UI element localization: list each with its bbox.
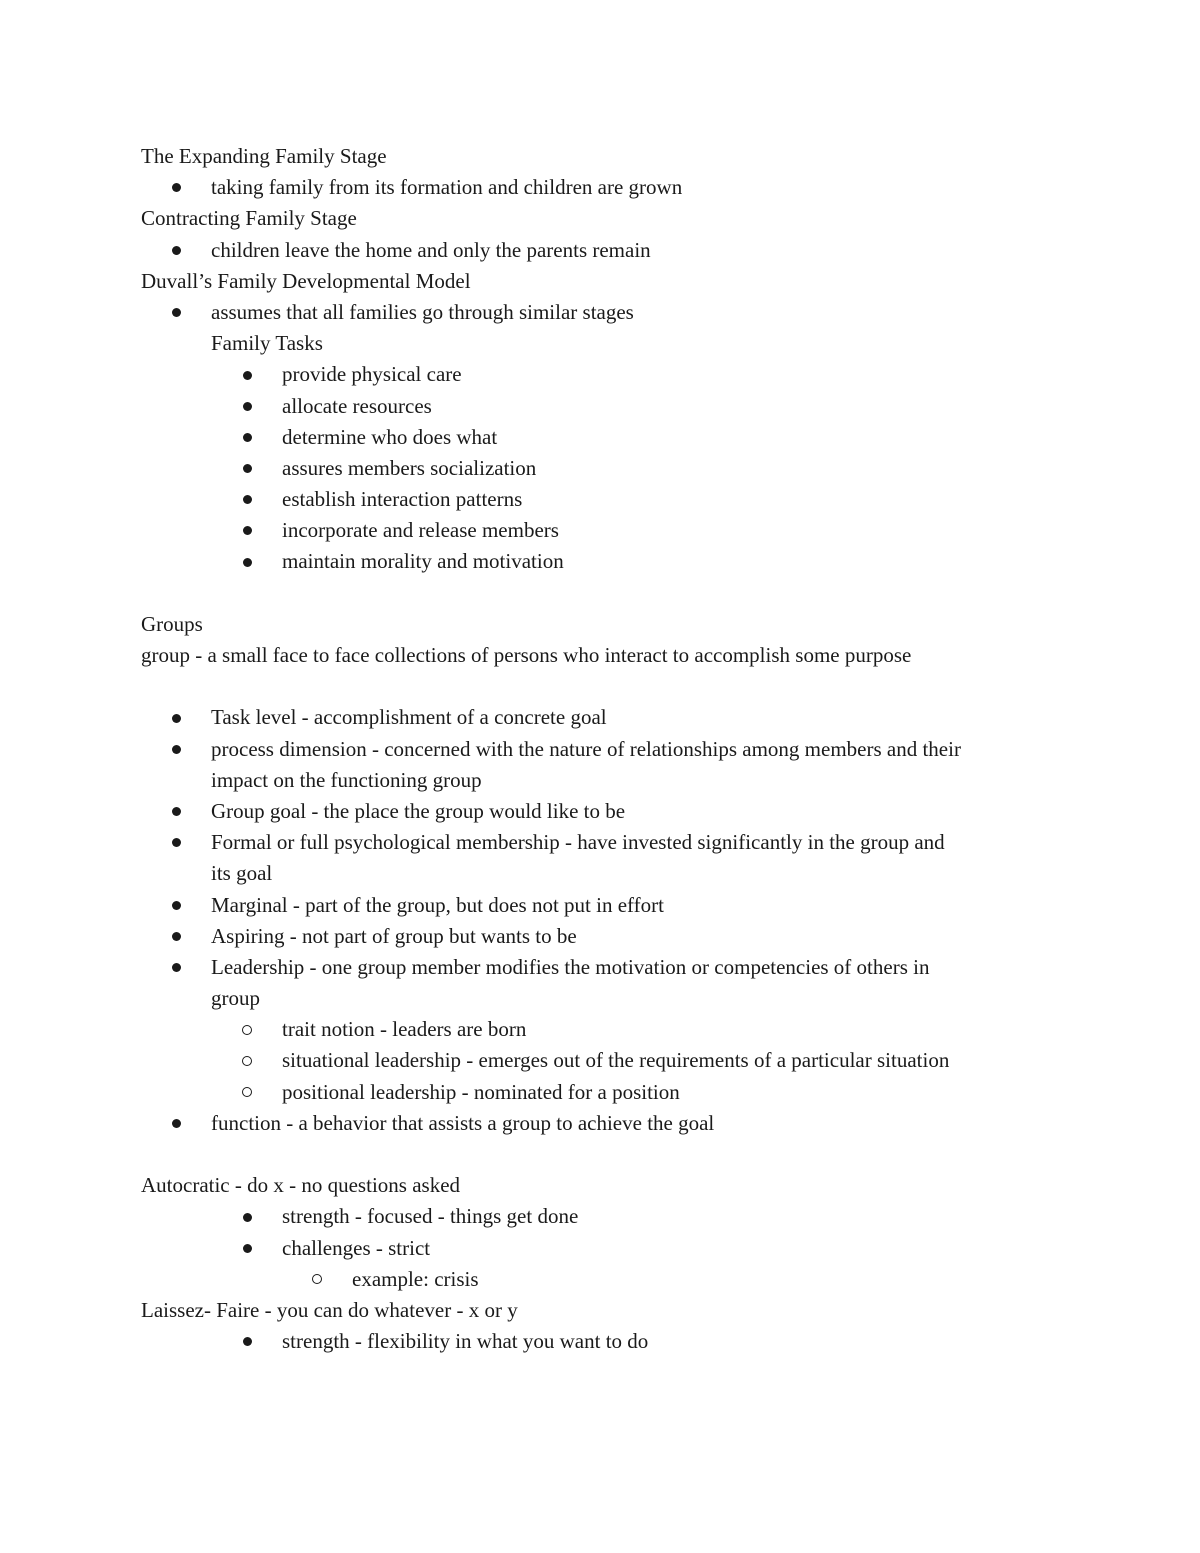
heading-line <box>141 640 1061 671</box>
list-item <box>141 172 1061 203</box>
line-text: determine who does what <box>282 424 498 449</box>
list-item <box>141 702 1061 733</box>
list-item <box>141 546 1061 577</box>
bullet-disc-icon <box>166 702 186 733</box>
list-item <box>141 1233 1061 1264</box>
list-item <box>141 422 1061 453</box>
line-text: function - a behavior that assists a group to achieve the goal <box>211 1110 715 1135</box>
bullet-disc-icon <box>166 827 186 858</box>
bullet-disc-icon <box>166 235 186 266</box>
line-text: Autocratic - do x - no questions asked <box>141 1173 461 1198</box>
bullet-disc-icon <box>166 952 186 983</box>
line-text: situational leadership - emerges out of the requirements of a particular situation <box>282 1048 950 1073</box>
heading-line <box>141 609 1061 640</box>
list-item <box>141 890 1061 921</box>
list-item <box>141 1014 1061 1045</box>
heading-line <box>141 1295 1061 1326</box>
line-text: Laissez- Faire - you can do whatever - x or y <box>141 1297 518 1322</box>
line-text: Formal or full psychological membership - have invested significantly in the group and <box>211 830 945 855</box>
line-text: strength - focused - things get done <box>282 1204 579 1229</box>
line-text: Marginal - part of the group, but does not put in effort <box>211 892 664 917</box>
bullet-disc-icon <box>237 391 257 422</box>
line-text: provide physical care <box>282 362 462 387</box>
line-text: taking family from its formation and children are grown <box>211 175 683 200</box>
list-item-continuation <box>141 765 1061 796</box>
heading-line <box>141 141 1061 172</box>
list-item <box>141 1045 1061 1076</box>
bullet-disc-icon <box>237 1326 257 1357</box>
bullet-circle-icon <box>237 1014 257 1045</box>
bullet-circle-icon <box>307 1264 327 1295</box>
line-text: children leave the home and only the parents remain <box>211 237 651 262</box>
list-item <box>141 484 1061 515</box>
list-item <box>141 1326 1061 1357</box>
line-text: example: crisis <box>352 1266 479 1291</box>
document-body <box>141 141 1061 1357</box>
bullet-disc-icon <box>237 359 257 390</box>
list-item <box>141 297 1061 328</box>
line-text: assumes that all families go through similar stages <box>211 299 634 324</box>
list-item <box>141 515 1061 546</box>
line-text: trait notion - leaders are born <box>282 1017 527 1042</box>
line-text: Family Tasks <box>211 331 323 356</box>
bullet-disc-icon <box>166 1108 186 1139</box>
list-item <box>141 921 1061 952</box>
list-item <box>141 827 1061 858</box>
line-text: incorporate and release members <box>282 518 559 543</box>
line-text-continuation: impact on the functioning group <box>211 767 482 792</box>
line-text: group - a small face to face collections of persons who interact to accomplish some purpose <box>141 643 912 667</box>
blank-line <box>141 1139 1061 1170</box>
line-text: Leadership - one group member modifies the motivation or competencies of others in <box>211 954 930 979</box>
bullet-disc-icon <box>237 484 257 515</box>
line-text: maintain morality and motivation <box>282 549 564 574</box>
line-text: challenges - strict <box>282 1235 431 1260</box>
line-text: allocate resources <box>282 393 432 418</box>
bullet-disc-icon <box>166 796 186 827</box>
line-text: Group goal - the place the group would like to be <box>211 798 626 823</box>
line-text: assures members socialization <box>282 455 537 480</box>
blank-line <box>141 671 1061 702</box>
list-item <box>141 235 1061 266</box>
subheading-line <box>141 328 1061 359</box>
list-item <box>141 796 1061 827</box>
list-item <box>141 1077 1061 1108</box>
line-text: strength - flexibility in what you want to do <box>282 1329 649 1354</box>
bullet-disc-icon <box>166 890 186 921</box>
line-text: Contracting Family Stage <box>141 206 357 231</box>
line-text: positional leadership - nominated for a position <box>282 1079 680 1104</box>
list-item <box>141 952 1061 983</box>
list-item-continuation <box>141 983 1061 1014</box>
bullet-circle-icon <box>237 1077 257 1108</box>
list-item <box>141 453 1061 484</box>
bullet-disc-icon <box>237 422 257 453</box>
list-item <box>141 1201 1061 1232</box>
bullet-disc-icon <box>237 1233 257 1264</box>
line-text: Duvall’s Family Developmental Model <box>141 268 471 293</box>
line-text: Groups <box>141 611 203 636</box>
list-item <box>141 734 1061 765</box>
list-item <box>141 359 1061 390</box>
line-text-continuation: its goal <box>211 861 273 886</box>
bullet-disc-icon <box>237 453 257 484</box>
line-text-continuation: group <box>211 986 260 1011</box>
bullet-disc-icon <box>237 546 257 577</box>
list-item-continuation <box>141 858 1061 889</box>
bullet-disc-icon <box>166 172 186 203</box>
blank-line <box>141 578 1061 609</box>
line-text: process dimension - concerned with the nature of relationships among members and their <box>211 736 961 761</box>
line-text: Task level - accomplishment of a concrete goal <box>211 705 607 730</box>
line-text: Aspiring - not part of group but wants to be <box>211 923 577 948</box>
list-item <box>141 1108 1061 1139</box>
bullet-disc-icon <box>166 734 186 765</box>
bullet-disc-icon <box>166 297 186 328</box>
heading-line <box>141 1170 1061 1201</box>
heading-line <box>141 266 1061 297</box>
bullet-disc-icon <box>237 515 257 546</box>
bullet-circle-icon <box>237 1045 257 1076</box>
list-item <box>141 391 1061 422</box>
line-text: The Expanding Family Stage <box>141 144 387 168</box>
heading-line <box>141 203 1061 234</box>
line-text: establish interaction patterns <box>282 487 523 512</box>
bullet-disc-icon <box>237 1201 257 1232</box>
bullet-disc-icon <box>166 921 186 952</box>
list-item <box>141 1264 1061 1295</box>
